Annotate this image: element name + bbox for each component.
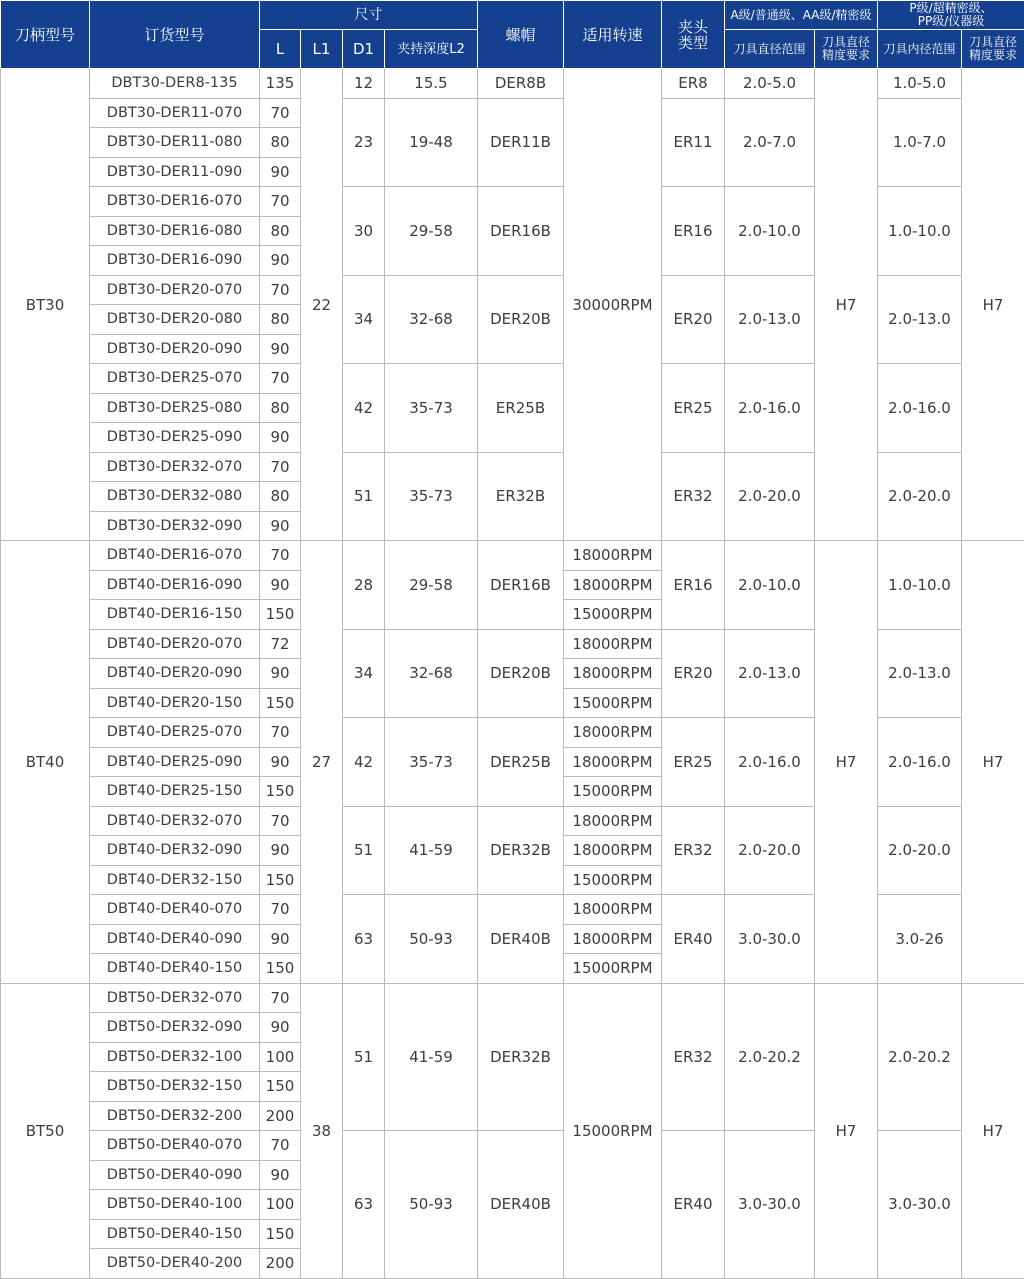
bore-accuracy-cell: H7 [962,541,1024,984]
order-number-cell: DBT30-DER16-070 [90,187,260,217]
order-number-cell: DBT30-DER11-090 [90,157,260,187]
diameter-D1-cell: 63 [343,895,385,984]
nut-cell: DER20B [478,275,564,364]
length-L-cell: 70 [260,806,301,836]
diameter-D1-cell: 30 [343,187,385,276]
clamp-depth-L2-cell: 15.5 [385,69,478,99]
clamp-depth-L2-cell: 50-93 [385,895,478,984]
bore-range-cell: 2.0-20.2 [878,983,962,1131]
header-order-no: 订货型号 [90,1,260,69]
bore-range-cell: 1.0-5.0 [878,69,962,99]
nut-cell: DER8B [478,69,564,99]
tool-accuracy-cell: H7 [815,69,878,541]
order-number-cell: DBT30-DER11-080 [90,128,260,158]
length-L-cell: 70 [260,983,301,1013]
order-number-cell: DBT40-DER32-090 [90,836,260,866]
length-L-cell: 150 [260,1072,301,1102]
bore-range-cell: 3.0-26 [878,895,962,984]
order-number-cell: DBT30-DER16-090 [90,246,260,276]
order-number-cell: DBT30-DER32-070 [90,452,260,482]
header-tool-req: 刀具直径 精度要求 [815,30,878,69]
length-L-cell: 90 [260,747,301,777]
diameter-D1-cell: 63 [343,1131,385,1279]
order-number-cell: DBT40-DER16-090 [90,570,260,600]
nut-cell: ER25B [478,364,564,453]
speed-cell: 18000RPM [564,836,662,866]
bore-range-cell: 2.0-13.0 [878,275,962,364]
length-L-cell: 70 [260,895,301,925]
length-L-cell: 100 [260,1042,301,1072]
order-number-cell: DBT40-DER40-070 [90,895,260,925]
length-L-cell: 150 [260,688,301,718]
diameter-D1-cell: 28 [343,541,385,630]
order-number-cell: DBT50-DER32-100 [90,1042,260,1072]
collet-type-cell: ER25 [662,364,725,453]
length-L-cell: 70 [260,187,301,217]
header-collet-type: 夹头 类型 [662,1,725,69]
order-number-cell: DBT40-DER40-090 [90,924,260,954]
collet-type-cell: ER20 [662,629,725,718]
nut-cell: DER32B [478,806,564,895]
clamp-depth-L2-cell: 35-73 [385,364,478,453]
length-L-cell: 100 [260,1190,301,1220]
clamp-depth-L2-cell: 41-59 [385,983,478,1131]
tool-range-cell: 2.0-16.0 [725,718,815,807]
tool-accuracy-cell: H7 [815,983,878,1278]
bore-range-cell: 1.0-10.0 [878,187,962,276]
order-number-cell: DBT40-DER20-150 [90,688,260,718]
length-L-cell: 90 [260,836,301,866]
holder-cell: BT40 [1,541,90,984]
length-L-cell: 150 [260,600,301,630]
speed-cell: 15000RPM [564,954,662,984]
table-row [1,541,1024,571]
speed-cell: 18000RPM [564,718,662,748]
nut-cell: DER11B [478,98,564,187]
table-body [1,69,1024,1279]
tool-accuracy-cell: H7 [815,541,878,984]
clamp-depth-L2-cell: 19-48 [385,98,478,187]
length-L-cell: 72 [260,629,301,659]
length-L-cell: 70 [260,718,301,748]
order-number-cell: DBT50-DER32-150 [90,1072,260,1102]
nut-cell: DER16B [478,187,564,276]
length-L-cell: 90 [260,924,301,954]
bore-range-cell: 1.0-7.0 [878,98,962,187]
length-L-cell: 90 [260,157,301,187]
order-number-cell: DBT40-DER40-150 [90,954,260,984]
length-L-cell: 80 [260,482,301,512]
order-number-cell: DBT40-DER16-070 [90,541,260,571]
length-L-cell: 150 [260,777,301,807]
tool-range-cell: 2.0-5.0 [725,69,815,99]
length-L1-cell: 38 [301,983,343,1278]
collet-type-cell: ER40 [662,1131,725,1279]
header-L: L [260,30,301,69]
diameter-D1-cell: 51 [343,806,385,895]
nut-cell: DER16B [478,541,564,630]
length-L1-cell: 22 [301,69,343,541]
table-row [1,983,1024,1013]
order-number-cell: DBT30-DER25-080 [90,393,260,423]
diameter-D1-cell: 51 [343,452,385,541]
length-L-cell: 70 [260,541,301,571]
length-L-cell: 90 [260,570,301,600]
speed-cell: 18000RPM [564,806,662,836]
header-holder: 刀柄型号 [1,1,90,69]
order-number-cell: DBT40-DER32-070 [90,806,260,836]
length-L-cell: 70 [260,1131,301,1161]
collet-type-cell: ER25 [662,718,725,807]
order-number-cell: DBT50-DER32-200 [90,1101,260,1131]
speed-cell: 15000RPM [564,600,662,630]
length-L-cell: 80 [260,216,301,246]
bore-range-cell: 3.0-30.0 [878,1131,962,1279]
speed-cell: 15000RPM [564,688,662,718]
order-number-cell: DBT30-DER25-090 [90,423,260,453]
order-number-cell: DBT30-DER20-090 [90,334,260,364]
bore-range-cell: 2.0-16.0 [878,718,962,807]
bore-range-cell: 2.0-16.0 [878,364,962,453]
diameter-D1-cell: 51 [343,983,385,1131]
order-number-cell: DBT30-DER32-080 [90,482,260,512]
collet-type-cell: ER32 [662,452,725,541]
length-L-cell: 70 [260,275,301,305]
speed-cell: 18000RPM [564,924,662,954]
order-number-cell: DBT50-DER40-090 [90,1160,260,1190]
nut-cell: ER32B [478,452,564,541]
table-row [1,69,1024,99]
length-L-cell: 90 [260,659,301,689]
speed-cell: 15000RPM [564,777,662,807]
order-number-cell: DBT40-DER25-150 [90,777,260,807]
length-L-cell: 150 [260,865,301,895]
order-number-cell: DBT30-DER11-070 [90,98,260,128]
length-L-cell: 80 [260,128,301,158]
length-L-cell: 150 [260,954,301,984]
length-L-cell: 150 [260,1219,301,1249]
length-L1-cell: 27 [301,541,343,984]
order-number-cell: DBT50-DER40-150 [90,1219,260,1249]
clamp-depth-L2-cell: 29-58 [385,541,478,630]
speed-cell: 18000RPM [564,570,662,600]
collet-type-cell: ER11 [662,98,725,187]
length-L-cell: 80 [260,393,301,423]
nut-cell: DER32B [478,983,564,1131]
order-number-cell: DBT30-DER20-070 [90,275,260,305]
length-L-cell: 200 [260,1249,301,1279]
length-L-cell: 80 [260,305,301,335]
order-number-cell: DBT50-DER40-070 [90,1131,260,1161]
speed-cell: 18000RPM [564,747,662,777]
tool-range-cell: 2.0-20.0 [725,452,815,541]
bore-accuracy-cell: H7 [962,983,1024,1278]
nut-cell: DER40B [478,895,564,984]
length-L-cell: 90 [260,511,301,541]
clamp-depth-L2-cell: 32-68 [385,275,478,364]
order-number-cell: DBT40-DER16-150 [90,600,260,630]
tool-range-cell: 2.0-10.0 [725,187,815,276]
length-L-cell: 90 [260,334,301,364]
order-number-cell: DBT40-DER20-090 [90,659,260,689]
bore-range-cell: 2.0-13.0 [878,629,962,718]
collet-type-cell: ER20 [662,275,725,364]
clamp-depth-L2-cell: 50-93 [385,1131,478,1279]
tool-range-cell: 3.0-30.0 [725,895,815,984]
bore-accuracy-cell: H7 [962,69,1024,541]
header-bore-range: 刀具内径范围 [878,30,962,69]
diameter-D1-cell: 42 [343,364,385,453]
speed-cell: 30000RPM [564,69,662,541]
order-number-cell: DBT40-DER20-070 [90,629,260,659]
order-number-cell: DBT30-DER8-135 [90,69,260,99]
header-grade-a: A级/普通级、AA级/精密级 [725,1,878,30]
tool-range-cell: 2.0-13.0 [725,275,815,364]
speed-cell: 15000RPM [564,983,662,1278]
collet-type-cell: ER8 [662,69,725,99]
speed-cell: 18000RPM [564,541,662,571]
collet-type-cell: ER16 [662,541,725,630]
header-dimensions: 尺寸 [260,1,478,30]
bore-range-cell: 1.0-10.0 [878,541,962,630]
header-speed: 适用转速 [564,1,662,69]
order-number-cell: DBT50-DER32-090 [90,1013,260,1043]
order-number-cell: DBT30-DER25-070 [90,364,260,394]
length-L-cell: 70 [260,98,301,128]
nut-cell: DER40B [478,1131,564,1279]
nut-cell: DER20B [478,629,564,718]
order-number-cell: DBT40-DER32-150 [90,865,260,895]
diameter-D1-cell: 34 [343,275,385,364]
clamp-depth-L2-cell: 29-58 [385,187,478,276]
tool-range-cell: 2.0-20.2 [725,983,815,1131]
order-number-cell: DBT50-DER40-100 [90,1190,260,1220]
collet-type-cell: ER16 [662,187,725,276]
order-number-cell: DBT30-DER20-080 [90,305,260,335]
header-tool-range: 刀具直径范围 [725,30,815,69]
length-L-cell: 90 [260,423,301,453]
bore-range-cell: 2.0-20.0 [878,452,962,541]
header-D1: D1 [343,30,385,69]
order-number-cell: DBT40-DER25-090 [90,747,260,777]
tool-range-cell: 2.0-13.0 [725,629,815,718]
bore-range-cell: 2.0-20.0 [878,806,962,895]
clamp-depth-L2-cell: 35-73 [385,452,478,541]
length-L-cell: 70 [260,364,301,394]
collet-type-cell: ER40 [662,895,725,984]
order-number-cell: DBT50-DER32-070 [90,983,260,1013]
diameter-D1-cell: 23 [343,98,385,187]
header-bore-req: 刀具直径 精度要求 [962,30,1024,69]
tool-range-cell: 2.0-16.0 [725,364,815,453]
clamp-depth-L2-cell: 35-73 [385,718,478,807]
tool-range-cell: 2.0-7.0 [725,98,815,187]
header-L2: 夹持深度L2 [385,30,478,69]
speed-cell: 18000RPM [564,895,662,925]
speed-cell: 15000RPM [564,865,662,895]
clamp-depth-L2-cell: 32-68 [385,629,478,718]
nut-cell: DER25B [478,718,564,807]
diameter-D1-cell: 12 [343,69,385,99]
holder-cell: BT50 [1,983,90,1278]
order-number-cell: DBT30-DER16-080 [90,216,260,246]
order-number-cell: DBT40-DER25-070 [90,718,260,748]
header-L1: L1 [301,30,343,69]
holder-cell: BT30 [1,69,90,541]
length-L-cell: 70 [260,452,301,482]
diameter-D1-cell: 42 [343,718,385,807]
header-nut: 螺帽 [478,1,564,69]
length-L-cell: 90 [260,1013,301,1043]
diameter-D1-cell: 34 [343,629,385,718]
table-header [1,1,1024,69]
length-L-cell: 135 [260,69,301,99]
order-number-cell: DBT30-DER32-090 [90,511,260,541]
tool-range-cell: 3.0-30.0 [725,1131,815,1279]
length-L-cell: 90 [260,246,301,276]
length-L-cell: 200 [260,1101,301,1131]
collet-type-cell: ER32 [662,983,725,1131]
order-number-cell: DBT50-DER40-200 [90,1249,260,1279]
tool-range-cell: 2.0-10.0 [725,541,815,630]
collet-type-cell: ER32 [662,806,725,895]
speed-cell: 18000RPM [564,659,662,689]
header-grade-p: P级/超精密级、 PP级/仪器级 [878,1,1024,30]
length-L-cell: 90 [260,1160,301,1190]
tool-range-cell: 2.0-20.0 [725,806,815,895]
clamp-depth-L2-cell: 41-59 [385,806,478,895]
speed-cell: 18000RPM [564,629,662,659]
